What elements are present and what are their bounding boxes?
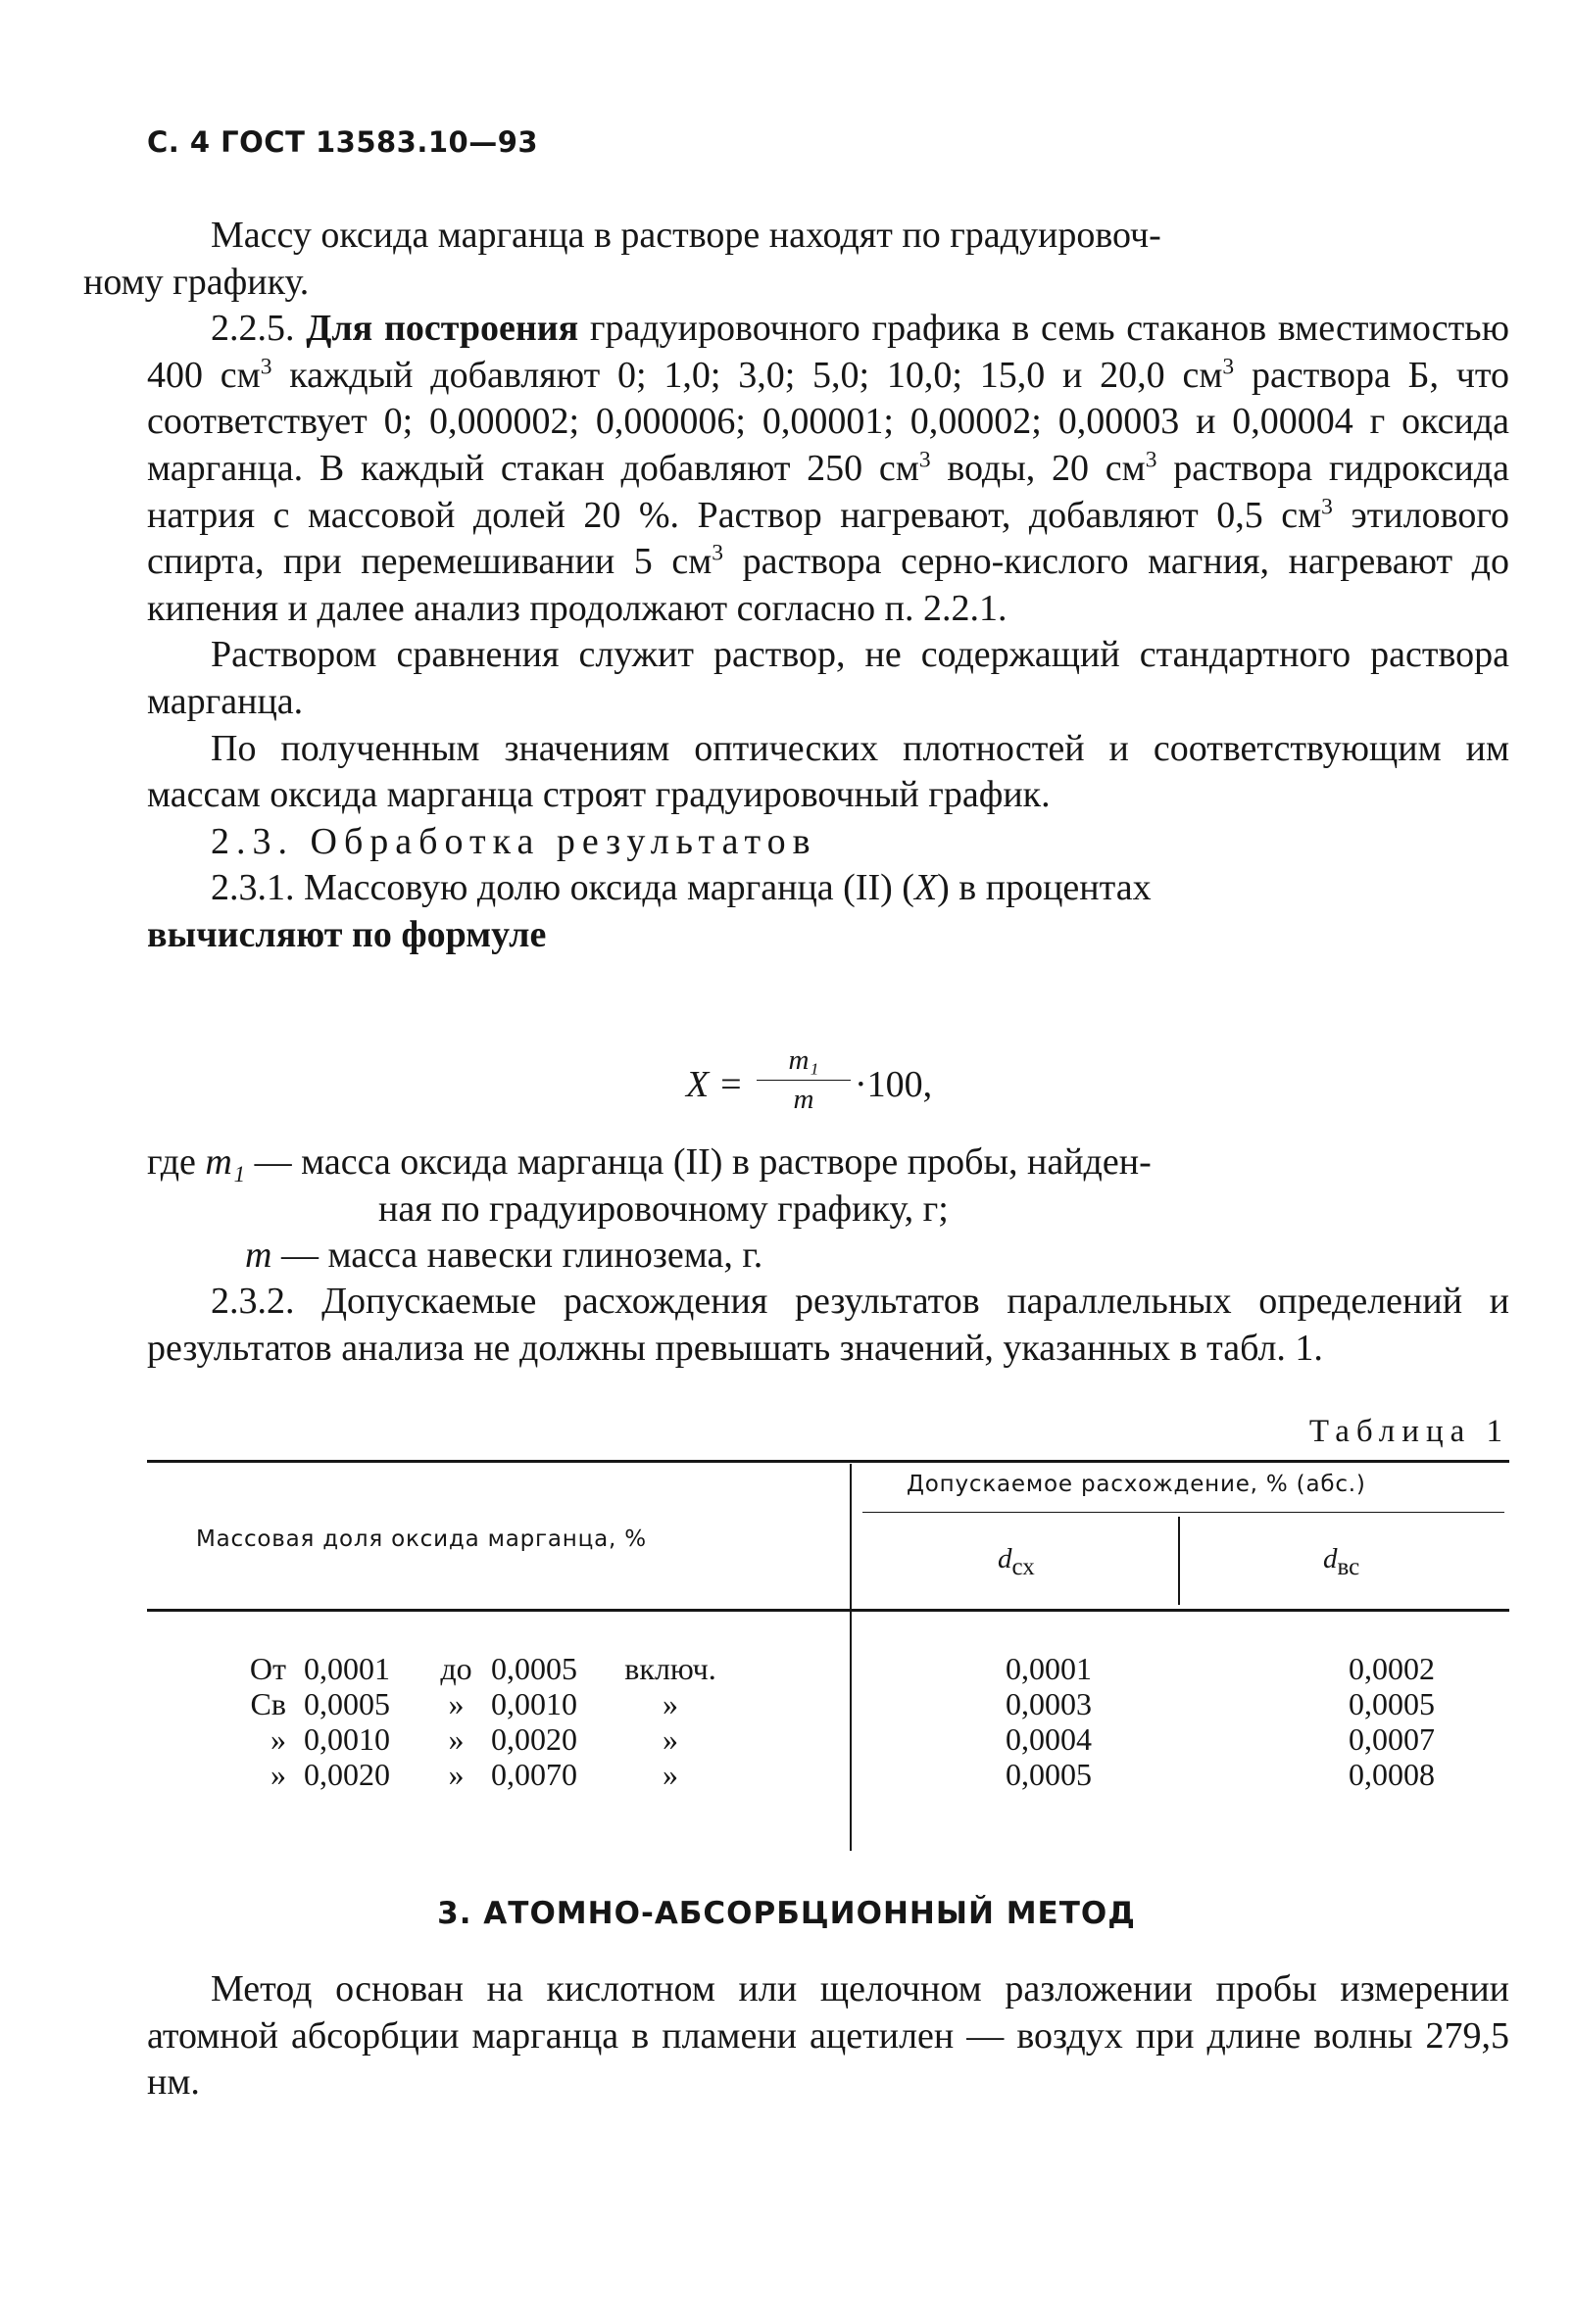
row-to: 0,0070 [491,1757,577,1792]
paragraph-graph-build: По полученным значениям оптических плотностей и соответствующим им массам оксида марганца строят градуировочный график. [147,727,1509,816]
section-3-text: Метод основан на кислотном или щелочном разложении пробы измерении атомной абсорбции марганца в пламени ацетилен — воздух при длине волны 279,5 нм. [147,1968,1509,2104]
table-cell-dvs: 0,0002 [1349,1651,1435,1686]
table-row [216,1686,725,1721]
row-from: 0,0001 [304,1651,390,1686]
legend-m-text: — масса навески глинозема, г. [271,1235,763,1277]
row-prefix: » [270,1721,286,1757]
paragraph-2-3-2: 2.3.2. Допускаемые расхождения результатов параллельных определений и результатов анализа не должны превышать значений, указанных в табл. 1. [147,1281,1509,1369]
clause-2-2-5-bold-lead: Для построения [306,308,579,350]
superscript-3: 3 [1321,493,1333,519]
formula-rhs: ·100, [855,1064,933,1105]
row-from: 0,0020 [304,1757,390,1792]
paragraph-mass-intro [83,213,1509,306]
legend-m1-text-a: — масса оксида марганца (II) в растворе пробы, найден- [245,1141,1152,1183]
table-cell-dcx: 0,0004 [1006,1721,1092,1757]
paragraph-2-3-1 [147,865,1509,912]
col3-header-subscript: вс [1337,1553,1360,1580]
col3-header-symbol: d [1323,1543,1338,1574]
table-cell-dvs: 0,0007 [1349,1721,1435,1757]
formula-denominator: m [793,1084,814,1115]
table-vertical-divider-sub [1178,1517,1180,1605]
superscript-3: 3 [260,354,272,380]
row-suffix: » [663,1686,678,1721]
table-group-underline [862,1512,1504,1513]
row-suffix: включ. [624,1651,716,1686]
heading-2-3-results: 2.3. Обработка результатов [211,820,817,862]
table-vertical-divider-main [850,1464,852,1851]
clause-2-2-5-text-b: каждый добавляют 0; 1,0; 3,0; 5,0; 10,0; 15,0 и 20,0 см [271,354,1223,396]
row-prefix: Св [250,1686,286,1721]
table-row [216,1757,725,1792]
table-cell-dcx: 0,0003 [1006,1686,1092,1721]
section-3-heading: 3. АТОМНО-АБСОРБЦИОННЫЙ МЕТОД [437,1896,1136,1931]
paragraph-2-2-5 [147,306,1509,632]
col2-header-subscript: сх [1011,1553,1035,1580]
superscript-3: 3 [712,540,724,566]
table-row [216,1721,725,1757]
table-cell-dvs: 0,0008 [1349,1757,1435,1792]
row-mid: » [448,1757,465,1792]
clause-2-2-5-text-g: раствора серно-кислого магния, нагревают до кипения и далее анализ продолжают согласно п. 2.2.1. [147,541,1509,629]
row-to: 0,0020 [491,1721,577,1757]
clause-2-2-5-text-c: раствора Б, что соответствует 0; 0,000002; 0,000006; 0,00001; 0,00002; 0,00003 и 0,00004 г оксида марганца. В каждый стакан добавляют 250 см [147,354,1509,489]
table-top-rule [147,1460,1509,1463]
page-header: С. 4 ГОСТ 13583.10—93 [147,125,539,159]
superscript-3: 3 [1222,354,1235,380]
clause-2-3-1-formula-intro: вычисляют по формуле [147,913,547,955]
superscript-3: 3 [918,447,931,473]
row-mid: » [448,1686,465,1721]
row-to: 0,0005 [491,1651,577,1686]
table-col3-header [1323,1543,1359,1581]
formula-legend [147,1139,1509,1280]
col2-header-symbol: d [998,1543,1012,1574]
table-cell-dcx: 0,0005 [1006,1757,1092,1792]
table-col2-header [998,1543,1035,1581]
row-suffix: » [663,1721,678,1757]
mass-intro-line1: Массу оксида марганца в растворе находят по градуировоч- [211,215,1161,256]
row-from: 0,0005 [304,1686,390,1721]
row-prefix: » [270,1757,286,1792]
clause-2-2-5-text-e: раствора гидроксида натрия с массовой долей 20 %. Раствор нагревают, добавляют 0,5 см [147,447,1509,536]
legend-where-word: где [147,1141,196,1183]
table-header-rule [147,1609,1509,1612]
row-suffix: » [663,1757,678,1792]
row-from: 0,0010 [304,1721,390,1757]
row-mid: до [440,1651,472,1686]
formula-lhs: X = [686,1064,744,1105]
variable-x: X [913,867,938,909]
mass-intro-line2: ному графику. [83,261,310,303]
clause-2-3-1-text-b: ) в процентах [937,867,1152,909]
row-to: 0,0010 [491,1686,577,1721]
legend-m-symbol: m [245,1235,272,1277]
row-mid: » [448,1721,465,1757]
body-text-block [83,213,1509,959]
clause-2-2-5-text-a: градуировочного графика в семь стаканов вместимостью 400 см [147,308,1509,396]
paragraph-comparison-solution: Раствором сравнения служит раствор, не содержащий стандартного раствора марганца. [147,634,1509,722]
fraction-bar [757,1080,851,1081]
clause-2-2-5-text-f: этилового спирта, при перемешивании 5 см [147,494,1509,583]
legend-m1-continuation: ная по градуировочному графику, г; [378,1187,949,1230]
legend-m1 [147,1139,1509,1186]
table-cell-dvs: 0,0005 [1349,1686,1435,1721]
table-row [216,1651,725,1686]
legend-m1-symbol: m₁ [205,1141,246,1183]
superscript-3: 3 [1145,447,1157,473]
clause-number-2-2-5: 2.2.5. [211,308,295,350]
table-cell-dcx: 0,0001 [1006,1651,1092,1686]
table-col1-header: Массовая доля оксида марганца, % [196,1526,647,1552]
row-prefix: От [249,1651,286,1686]
legend-m [147,1233,1509,1280]
clause-2-2-5-text-d: воды, 20 см [930,447,1146,489]
table-1 [147,1460,1509,1852]
formula-fraction [757,1043,851,1116]
table-caption: Таблица 1 [1308,1414,1509,1449]
formula-numerator: m₁ [788,1044,819,1076]
formula-mass-fraction [686,1043,1000,1141]
table-group-header: Допускаемое расхождение, % (абс.) [907,1472,1366,1497]
clause-2-3-1-text-a: 2.3.1. Массовую долю оксида марганца (II) ( [211,867,914,909]
